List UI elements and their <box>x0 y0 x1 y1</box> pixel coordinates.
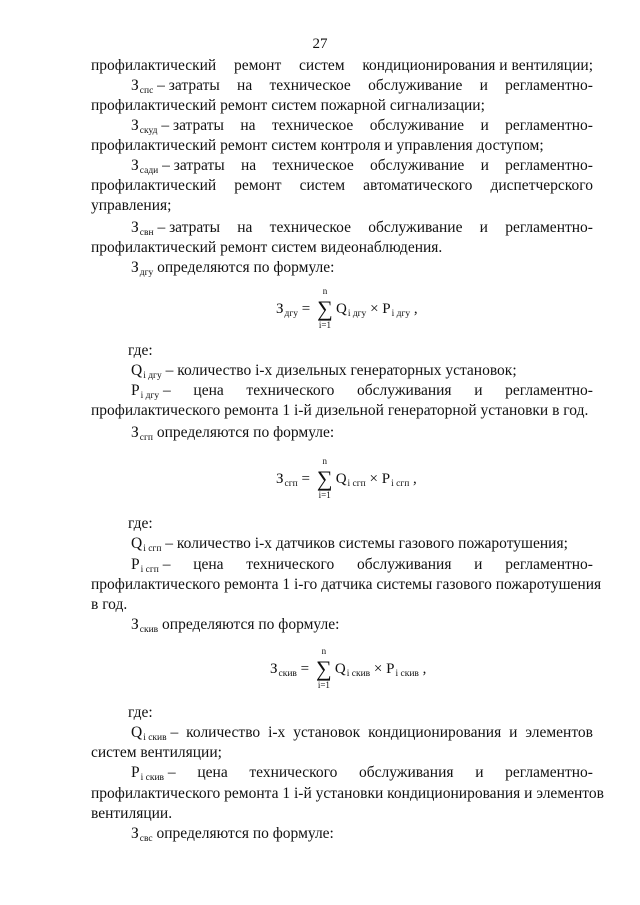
paragraph-line: в год. <box>91 596 128 613</box>
definition-svn: $З_{свн}$ – затраты на техническое обслуживание и регламентно- <box>131 219 593 238</box>
paragraph-line: профилактический ремонт систем автоматического диспетчерского <box>91 177 593 194</box>
definition-p-dgu: $P_{i дгу}$ – цена технического обслуживания и регламентно- <box>131 382 593 401</box>
where-label: где: <box>128 704 153 721</box>
formula-intro-sgp: $З_{сгп}$ определяются по формуле: <box>131 424 335 443</box>
where-label: где: <box>128 515 153 532</box>
paragraph-line: систем вентиляции; <box>91 744 222 761</box>
formula-intro-skiv: $З_{скив}$ определяются по формуле: <box>131 616 340 635</box>
paragraph-line: вентиляции. <box>91 805 173 822</box>
sum-symbol: ∑ n i=1 <box>316 646 332 690</box>
paragraph-line: профилактического ремонта 1 i-й дизельной генераторной установки в год. <box>91 402 589 419</box>
definition-q-dgu: $Q_{i дгу}$ – количество i-х дизельных генераторных установок; <box>131 362 517 381</box>
paragraph-line: профилактического ремонта 1 i-го датчика системы газового пожаротушения <box>91 576 602 593</box>
sum-symbol: ∑ n i=1 <box>317 286 333 330</box>
paragraph-line: профилактический ремонт систем пожарной сигнализации; <box>91 97 485 114</box>
paragraph-line: профилактический ремонт систем контроля и управления доступом; <box>91 137 544 154</box>
paragraph-line: профилактический ремонт систем видеонаблюдения. <box>91 239 443 256</box>
definition-p-sgp: $P_{i сгп}$ – цена технического обслуживания и регламентно- <box>131 556 593 575</box>
definition-p-skiv: $P_{i скив}$ – цена технического обслуживания и регламентно- <box>131 764 593 783</box>
sum-symbol: ∑ n i=1 <box>316 456 333 500</box>
paragraph-line: профилактического ремонта 1 i-й установки кондиционирования и элементов <box>91 785 604 802</box>
formula-skiv: $З_{скив}$ = ∑ n i=1 $Q_{i скив} \times P_{i скив}$ , <box>270 646 427 690</box>
formula-dgu: $З_{дгу}$ = ∑ n i=1 $Q_{i дгу} \times P_{i дгу}$ , <box>276 286 418 330</box>
formula-sgp: $З_{сгп}$ = ∑ n i=1 $Q_{i сгп} \times P_{i сгп}$ , <box>276 456 417 500</box>
definition-q-skiv: $Q_{i скив}$ – количество i-х установок кондиционирования и элементов <box>131 724 593 743</box>
definition-spc: $З_{спс}$ – затраты на техническое обслуживание и регламентно- <box>131 77 593 96</box>
definition-skud: $З_{скуд}$ – затраты на техническое обслуживание и регламентно- <box>131 117 593 136</box>
definition-q-sgp: $Q_{i сгп}$ – количество i-х датчиков системы газового пожаротушения; <box>131 535 568 554</box>
formula-intro-dgu: $З_{дгу}$ определяются по формуле: <box>131 259 335 278</box>
paragraph-line: управления; <box>91 197 172 214</box>
formula-intro-svs: $З_{свс}$ определяются по формуле: <box>131 825 334 844</box>
definition-sadu: $З_{сади}$ – затраты на техническое обслуживание и регламентно- <box>131 157 593 176</box>
page-number: 27 <box>312 36 328 52</box>
paragraph-line: профилактический ремонт систем кондиционирования и вентиляции; <box>91 57 593 74</box>
where-label: где: <box>128 342 153 359</box>
